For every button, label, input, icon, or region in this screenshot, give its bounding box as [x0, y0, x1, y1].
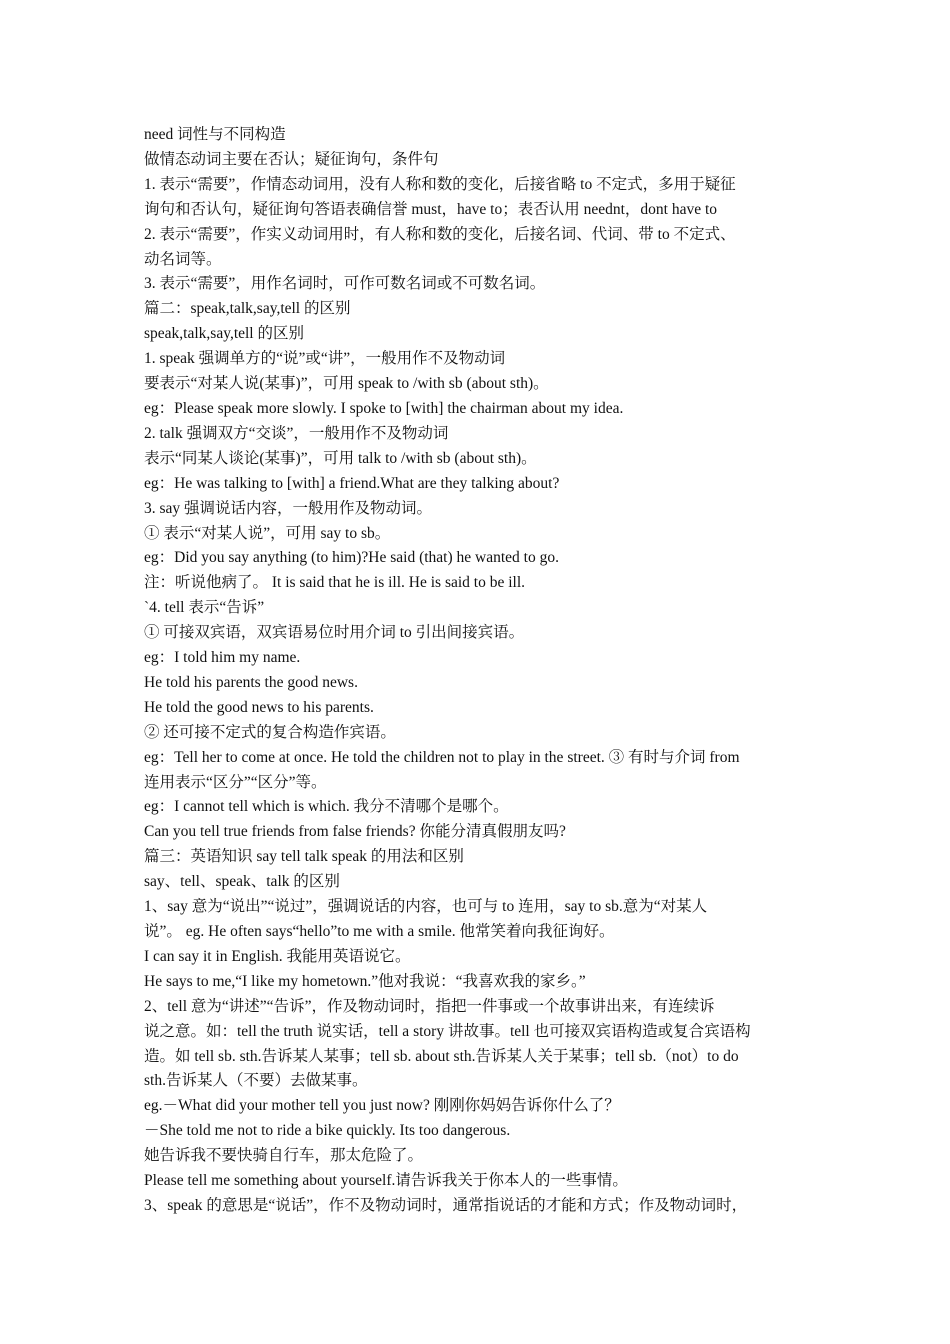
doc-line: I can say it in English. 我能用英语说它。	[144, 947, 411, 965]
doc-line: eg.－What did your mother tell you just now? 刚刚你妈妈告诉你什么了？	[144, 1097, 620, 1115]
doc-line: 做情态动词主要在否认；疑征询句，条件句	[144, 150, 439, 168]
doc-line: －She told me not to ride a bike quickly. Its too dangerous.	[144, 1122, 511, 1140]
doc-line: 表示“同某人谈论(某事)”，可用 talk to /with sb (about sth)。	[144, 449, 537, 467]
doc-line: eg：Please speak more slowly. I spoke to [with] the chairman about my idea.	[144, 399, 624, 417]
doc-line: 3. say 强调说话内容，一般用作及物动词。	[144, 499, 433, 517]
doc-line: say、tell、speak、talk 的区别	[144, 873, 340, 891]
doc-line: 1. 表示“需要”，作情态动词用，没有人称和数的变化，后接省略 to 不定式，多用于疑征	[144, 175, 736, 193]
doc-line: 说之意。如：tell the truth 说实话，tell a story 讲故事。tell 也可接双宾语构造或复合宾语构	[144, 1022, 751, 1040]
doc-line: 动名词等。	[144, 250, 222, 268]
doc-line: 1. speak 强调单方的“说”或“讲”，一般用作不及物动词	[144, 350, 506, 368]
doc-line: 1、say 意为“说出”“说过”，强调说话的内容，也可与 to 连用，say to sb.意为“对某人	[144, 898, 708, 916]
doc-line: 询句和否认句，疑征询句答语表确信誉 must，have to；表否认用 neednt，dont have to	[144, 200, 718, 218]
doc-line: need 词性与不同构造	[144, 126, 286, 143]
doc-line: 造。如 tell sb. sth.告诉某人某事；tell sb. about sth.告诉某人关于某事；tell sb.（not）to do	[144, 1047, 739, 1065]
doc-line: ② 还可接不定式的复合构造作宾语。	[144, 723, 396, 741]
doc-line: eg：He was talking to [with] a friend.What are they talking about?	[144, 474, 560, 492]
doc-line: 3. 表示“需要”，用作名词时，可作可数名词或不可数名词。	[144, 275, 546, 293]
document-body	[144, 123, 812, 1219]
doc-line: 要表示“对某人说(某事)”，可用 speak to /with sb (about sth)。	[144, 375, 549, 393]
doc-line: eg：Did you say anything (to him)?He said (that) he wanted to go.	[144, 549, 559, 567]
doc-line: He says to me,“I like my hometown.”他对我说：“我喜欢我的家乡。”	[144, 972, 586, 990]
section-heading: 篇二：speak,talk,say,tell 的区别	[144, 300, 351, 318]
doc-line: ① 可接双宾语，双宾语易位时用介词 to 引出间接宾语。	[144, 624, 525, 642]
doc-line: Can you tell true friends from false friends? 你能分清真假朋友吗?	[144, 823, 566, 841]
doc-line: ① 表示“对某人说”，可用 say to sb。	[144, 524, 391, 542]
doc-line: 说”。 eg. He often says“hello”to me with a smile. 他常笑着向我征询好。	[144, 923, 615, 940]
doc-line: 2. 表示“需要”，作实义动词用时，有人称和数的变化，后接名词、代词、带 to 不定式、	[144, 225, 736, 243]
doc-line: Please tell me something about yourself.请告诉我关于你本人的一些事情。	[144, 1172, 628, 1190]
doc-line: 2、tell 意为“讲述”“告诉”，作及物动词时，指把一件事或一个故事讲出来，有连续诉	[144, 997, 715, 1015]
doc-line: He told the good news to his parents.	[144, 698, 374, 716]
doc-line: 注：听说他病了。 It is said that he is ill. He is said to be ill.	[144, 574, 526, 592]
doc-line: 她告诉我不要快骑自行车，那太危险了。	[144, 1147, 424, 1165]
doc-line: eg：I told him my name.	[144, 649, 301, 667]
doc-line: eg：I cannot tell which is which. 我分不清哪个是哪个。	[144, 798, 509, 816]
doc-line: speak,talk,say,tell 的区别	[144, 325, 304, 343]
doc-line: eg：Tell her to come at once. He told the children not to play in the street. ③ 有时与介词 from	[144, 748, 740, 766]
doc-line: `4. tell 表示“告诉”	[144, 599, 265, 617]
doc-line: sth.告诉某人（不要）去做某事。	[144, 1072, 368, 1090]
doc-line: He told his parents the good news.	[144, 673, 358, 691]
doc-line: 连用表示“区分”“区分”等。	[144, 773, 327, 791]
doc-line: 2. talk 强调双方“交谈”，一般用作不及物动词	[144, 424, 449, 442]
section-heading: 篇三：英语知识 say tell talk speak 的用法和区别	[144, 848, 464, 866]
doc-line: 3、speak 的意思是“说话”，作不及物动词时，通常指说话的才能和方式；作及物动词时，	[144, 1196, 748, 1214]
